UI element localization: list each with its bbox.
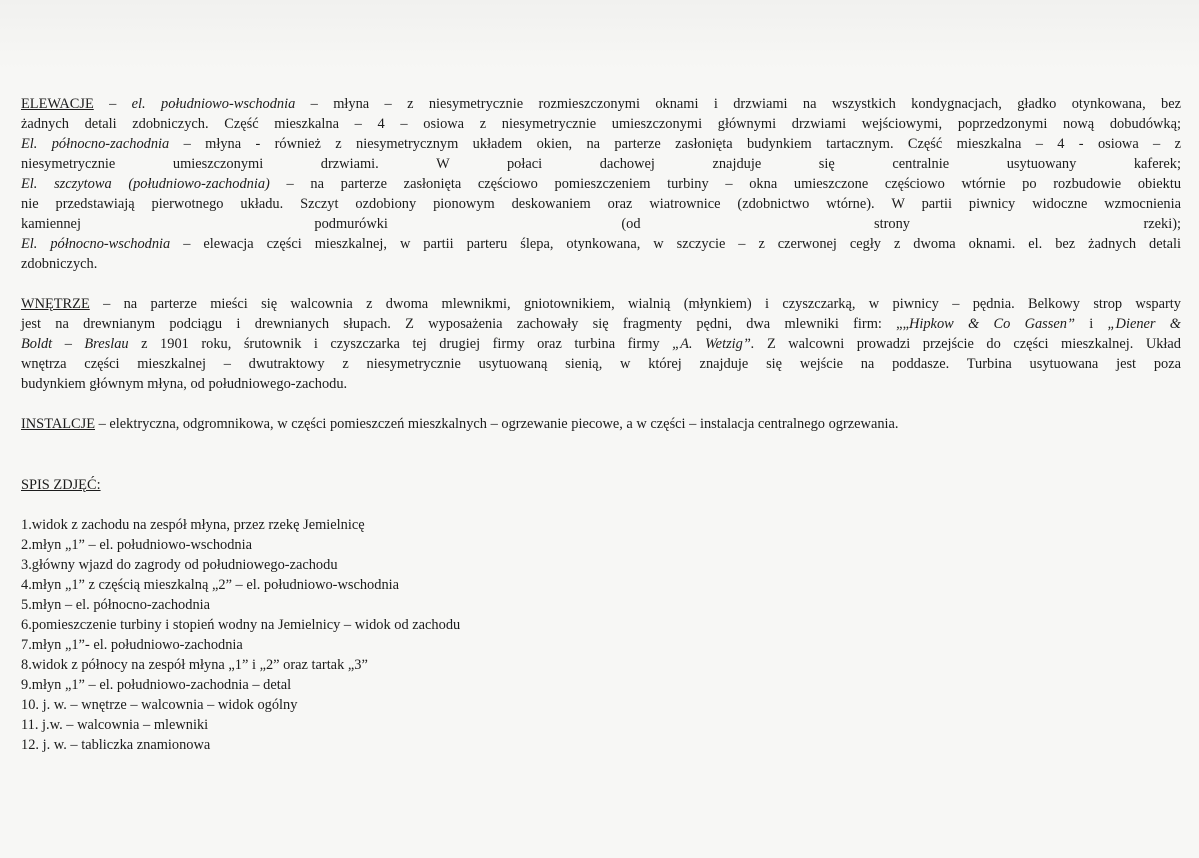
text-line [21, 134, 1181, 154]
text-segment: wnętrza części mieszkalnej – dwutraktowy z niesymetrycznie usytuowaną sienią, w której znajduje się wejście na poddasze. Turbina usytuowana jest poza [21, 356, 1181, 372]
text-line [21, 214, 1181, 234]
instalacje-heading: INSTALCJE [21, 416, 95, 432]
list-item: 10. j. w. – wnętrze – walcownia – widok ogólny [21, 697, 298, 713]
document-page [21, 94, 1181, 755]
section-wnetrze [21, 294, 1181, 394]
text-line [21, 94, 1181, 114]
text-segment: – [93, 96, 132, 112]
text-segment: i [1074, 316, 1108, 332]
list-item: 1.widok z zachodu na zespół młyna, przez rzekę Jemielnicę [21, 517, 365, 533]
text-segment: nie przedstawiają pierwotnego układu. Szczyt ozdobiony pionowym deskowaniem oraz wiatrownice (zdobnictwo wtórne). W partii piwnicy widoczne wzmocnienia [21, 196, 1181, 212]
photo-list [21, 515, 1181, 755]
text-segment: – na parterze mieści się walcownia z dwoma mlewnikmi, gniotownikiem, wialnią (młynkiem) i czyszczarką, w piwnicy – pędnia. Belkowy strop wsparty [89, 296, 1181, 312]
text-line [21, 254, 1181, 274]
text-segment: jest na drewnianym podciągu i drewnianych słupach. Z wyposażenia zachowały się fragmenty pędni, dwa mlewniki firm: „„ [21, 316, 909, 332]
list-item: 6.pomieszczenie turbiny i stopień wodny na Jemielnicy – widok od zachodu [21, 617, 461, 633]
text-line [21, 314, 1181, 334]
text-line [21, 174, 1181, 194]
text-segment: – młyna – z niesymetrycznie rozmieszczonymi oknami i drzwiami na wszystkich kondygnacjach, gładko otynkowana, bez [295, 96, 1181, 112]
text-line [21, 234, 1181, 254]
text-segment: „Diener & [1107, 316, 1181, 332]
text-segment: kamiennej podmurówki (od strony rzeki); [21, 216, 1181, 232]
text-segment: budynkiem głównym młyna, od południowego-zachodu. [21, 376, 348, 392]
elewacje-heading: ELEWACJE [21, 96, 94, 112]
text-line [21, 354, 1181, 374]
text-segment: Z walcowni prowadzi przejście do części mieszkalnej. Układ [754, 336, 1182, 352]
list-item: 11. j.w. – walcownia – mlewniki [21, 717, 209, 733]
text-line [21, 374, 1181, 394]
text-segment: El. północno-wschodnia [21, 236, 171, 252]
text-segment: – na parterze zasłonięta częściowo pomieszczeniem turbiny – okna umieszczone częściowo wtórnie po rozbudowie obiektu [269, 176, 1182, 192]
list-item: 9.młyn „1” – el. południowo-zachodnia – detal [21, 677, 292, 693]
text-segment: żadnych detali zdobniczych. Część mieszkalna – 4 – osiowa z niesymetrycznie umieszczonymi głównymi drzwiami wejściowymi, poprzedzonymi nową dobudówką; [21, 116, 1181, 132]
list-item: 12. j. w. – tabliczka znamionowa [21, 737, 211, 753]
text-line [21, 334, 1181, 354]
text-segment: niesymetrycznie umieszczonymi drzwiami. W połaci dachowej znajduje się centralnie usytuowany kaferek; [21, 156, 1181, 172]
spis-zdjec-heading: SPIS ZDJĘĆ: [21, 477, 101, 493]
list-item: 3.główny wjazd do zagrody od południowego-zachodu [21, 557, 338, 573]
text-segment: z 1901 roku, śrutownik i czyszczarka tej drugiej firmy oraz turbina firmy [128, 336, 673, 352]
text-line [21, 114, 1181, 134]
text-segment: zdobniczych. [21, 256, 98, 272]
section-instalacje [21, 414, 1181, 434]
section-elewacje [21, 94, 1181, 274]
list-item: 8.widok z północy na zespół młyna „1” i „2” oraz tartak „3” [21, 657, 368, 673]
text-segment: – młyna - również z niesymetrycznym układem okien, na parterze zasłonięta budynkiem tartacznym. Część mieszkalna – 4 - osiowa – z [169, 136, 1181, 152]
list-item: 2.młyn „1” – el. południowo-wschodnia [21, 537, 253, 553]
text-segment: el. południowo-wschodnia [131, 96, 296, 112]
text-segment: „A. Wetzig”. [672, 336, 755, 352]
text-segment: Hipkow & Co Gassen” [908, 316, 1075, 332]
instalacje-text: – elektryczna, odgromnikowa, w części pomieszczeń mieszkalnych – ogrzewanie piecowe, a w części – instalacja centralnego ogrzewania. [95, 416, 899, 432]
text-segment: El. północno-zachodnia [21, 136, 170, 152]
text-segment: – elewacja części mieszkalnej, w partii parteru ślepa, otynkowana, w szczycie – z czerwonej cegły z dwoma oknami. el. bez żadnych detali [170, 236, 1181, 252]
text-segment: El. szczytowa (południowo-zachodnia) [21, 176, 270, 192]
list-item: 5.młyn – el. północno-zachodnia [21, 597, 211, 613]
wnetrze-heading: WNĘTRZE [21, 296, 90, 312]
text-segment: Boldt – Breslau [21, 336, 129, 352]
text-line [21, 154, 1181, 174]
text-line [21, 194, 1181, 214]
text-line [21, 294, 1181, 314]
list-item: 7.młyn „1”- el. południowo-zachodnia [21, 637, 243, 653]
scan-margin [0, 0, 1199, 70]
list-item: 4.młyn „1” z częścią mieszkalną „2” – el. południowo-wschodnia [21, 577, 400, 593]
